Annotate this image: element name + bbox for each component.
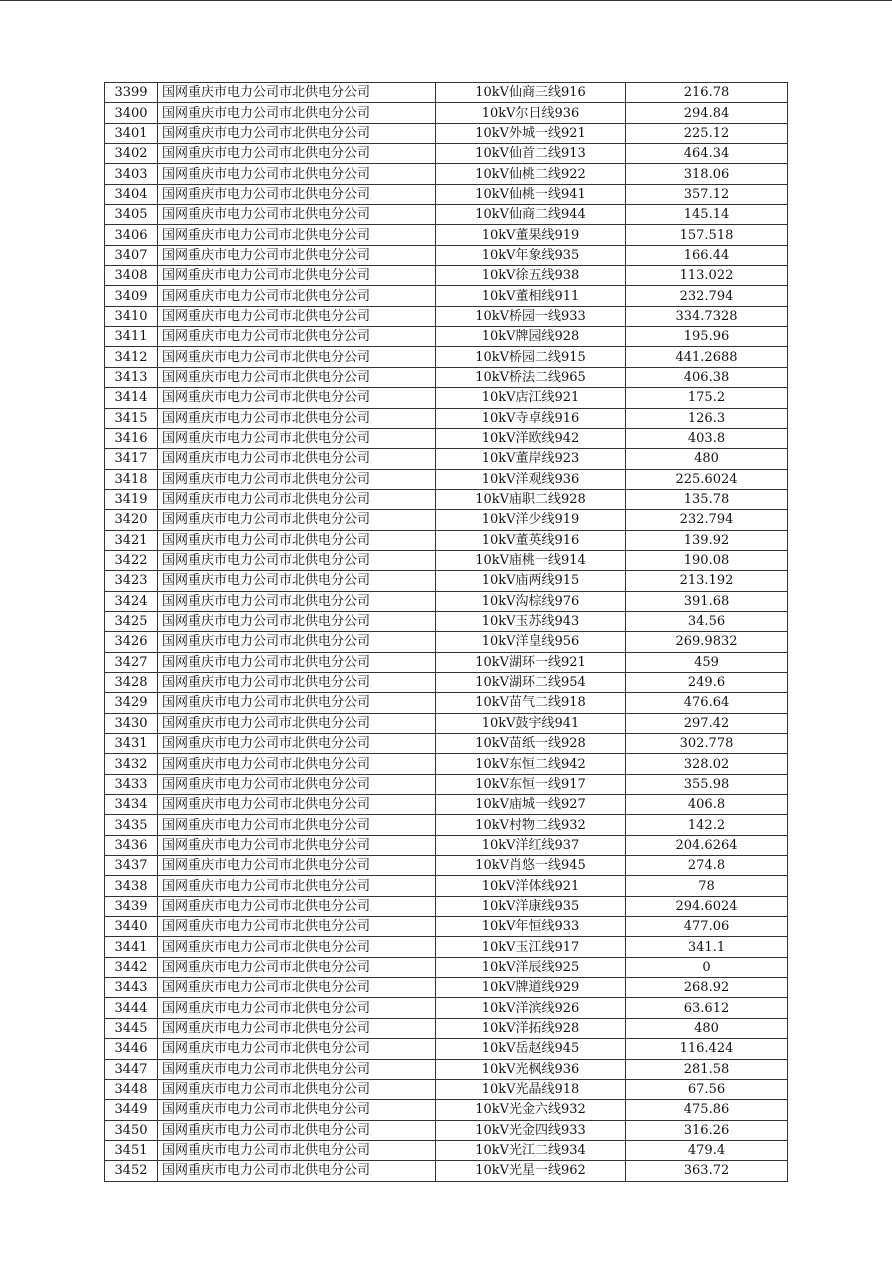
line-name-cell: 10kV董果线919: [436, 225, 626, 245]
row-number-cell: 3407: [105, 245, 158, 265]
table-row: [105, 388, 788, 408]
company-name-cell: 国网重庆市电力公司市北供电分公司: [158, 367, 436, 387]
row-number-cell: 3439: [105, 896, 158, 916]
table-row: [105, 896, 788, 916]
company-name-cell: 国网重庆市电力公司市北供电分公司: [158, 489, 436, 509]
row-number-cell: 3451: [105, 1140, 158, 1160]
value-cell: 78: [626, 876, 788, 896]
row-number-cell: 3449: [105, 1100, 158, 1120]
row-number-cell: 3434: [105, 795, 158, 815]
row-number-cell: 3406: [105, 225, 158, 245]
value-cell: 341.1: [626, 937, 788, 957]
line-name-cell: 10kV年象线935: [436, 245, 626, 265]
line-name-cell: 10kV玉江线917: [436, 937, 626, 957]
table-row: [105, 1140, 788, 1160]
table-row: [105, 835, 788, 855]
value-cell: 135.78: [626, 489, 788, 509]
line-name-cell: 10kV洋红线937: [436, 835, 626, 855]
value-cell: 459: [626, 652, 788, 672]
line-name-cell: 10kV沟棕线976: [436, 591, 626, 611]
row-number-cell: 3400: [105, 103, 158, 123]
company-name-cell: 国网重庆市电力公司市北供电分公司: [158, 306, 436, 326]
table-row: [105, 957, 788, 977]
value-cell: 357.12: [626, 184, 788, 204]
line-name-cell: 10kV仙商二线944: [436, 205, 626, 225]
table-row: [105, 1100, 788, 1120]
table-row: [105, 815, 788, 835]
value-cell: 116.424: [626, 1039, 788, 1059]
company-name-cell: 国网重庆市电力公司市北供电分公司: [158, 469, 436, 489]
row-number-cell: 3430: [105, 713, 158, 733]
table-row: [105, 632, 788, 652]
table-row: [105, 795, 788, 815]
value-cell: 479.4: [626, 1140, 788, 1160]
table-row: [105, 428, 788, 448]
table-row: [105, 937, 788, 957]
company-name-cell: 国网重庆市电力公司市北供电分公司: [158, 1120, 436, 1140]
value-cell: 476.64: [626, 693, 788, 713]
value-cell: 403.8: [626, 428, 788, 448]
line-name-cell: 10kV仙桃二线922: [436, 164, 626, 184]
row-number-cell: 3403: [105, 164, 158, 184]
value-cell: 113.022: [626, 266, 788, 286]
row-number-cell: 3452: [105, 1161, 158, 1181]
row-number-cell: 3399: [105, 83, 158, 103]
company-name-cell: 国网重庆市电力公司市北供电分公司: [158, 957, 436, 977]
company-name-cell: 国网重庆市电力公司市北供电分公司: [158, 896, 436, 916]
table-row: [105, 774, 788, 794]
line-name-cell: 10kV庙桃一线914: [436, 550, 626, 570]
row-number-cell: 3408: [105, 266, 158, 286]
table-row: [105, 1079, 788, 1099]
value-cell: 225.6024: [626, 469, 788, 489]
value-cell: 406.38: [626, 367, 788, 387]
line-name-cell: 10kV仙首二线913: [436, 144, 626, 164]
table-row: [105, 611, 788, 631]
company-name-cell: 国网重庆市电力公司市北供电分公司: [158, 1140, 436, 1160]
line-name-cell: 10kV洋体线921: [436, 876, 626, 896]
company-name-cell: 国网重庆市电力公司市北供电分公司: [158, 774, 436, 794]
table-row: [105, 103, 788, 123]
row-number-cell: 3417: [105, 449, 158, 469]
line-name-cell: 10kV桥园二线915: [436, 347, 626, 367]
company-name-cell: 国网重庆市电力公司市北供电分公司: [158, 876, 436, 896]
line-name-cell: 10kV岳赵线945: [436, 1039, 626, 1059]
company-name-cell: 国网重庆市电力公司市北供电分公司: [158, 917, 436, 937]
line-name-cell: 10kV村物二线932: [436, 815, 626, 835]
value-cell: 281.58: [626, 1059, 788, 1079]
table-row: [105, 734, 788, 754]
table-row: [105, 469, 788, 489]
row-number-cell: 3404: [105, 184, 158, 204]
line-name-cell: 10kV洋欧线942: [436, 428, 626, 448]
line-name-cell: 10kV苗气二线918: [436, 693, 626, 713]
line-name-cell: 10kV桥园一线933: [436, 306, 626, 326]
value-cell: 294.6024: [626, 896, 788, 916]
value-cell: 139.92: [626, 530, 788, 550]
company-name-cell: 国网重庆市电力公司市北供电分公司: [158, 123, 436, 143]
value-cell: 34.56: [626, 611, 788, 631]
value-cell: 406.8: [626, 795, 788, 815]
table-body: [105, 83, 788, 1182]
table-row: [105, 225, 788, 245]
company-name-cell: 国网重庆市电力公司市北供电分公司: [158, 144, 436, 164]
table-row: [105, 347, 788, 367]
value-cell: 145.14: [626, 205, 788, 225]
value-cell: 195.96: [626, 327, 788, 347]
table-row: [105, 652, 788, 672]
line-name-cell: 10kV仙桃一线941: [436, 184, 626, 204]
table-row: [105, 408, 788, 428]
value-cell: 0: [626, 957, 788, 977]
table-row: [105, 205, 788, 225]
table-row: [105, 489, 788, 509]
company-name-cell: 国网重庆市电力公司市北供电分公司: [158, 83, 436, 103]
line-name-cell: 10kV董相线911: [436, 286, 626, 306]
table-row: [105, 998, 788, 1018]
line-name-cell: 10kV庙两线915: [436, 571, 626, 591]
row-number-cell: 3436: [105, 835, 158, 855]
row-number-cell: 3409: [105, 286, 158, 306]
row-number-cell: 3442: [105, 957, 158, 977]
company-name-cell: 国网重庆市电力公司市北供电分公司: [158, 510, 436, 530]
table-row: [105, 184, 788, 204]
company-name-cell: 国网重庆市电力公司市北供电分公司: [158, 286, 436, 306]
company-name-cell: 国网重庆市电力公司市北供电分公司: [158, 530, 436, 550]
table-row: [105, 1039, 788, 1059]
line-name-cell: 10kV董英线916: [436, 530, 626, 550]
table-row: [105, 286, 788, 306]
line-name-cell: 10kV洋辰线925: [436, 957, 626, 977]
row-number-cell: 3422: [105, 550, 158, 570]
value-cell: 464.34: [626, 144, 788, 164]
row-number-cell: 3421: [105, 530, 158, 550]
company-name-cell: 国网重庆市电力公司市北供电分公司: [158, 388, 436, 408]
row-number-cell: 3426: [105, 632, 158, 652]
table-row: [105, 713, 788, 733]
row-number-cell: 3441: [105, 937, 158, 957]
table-row: [105, 591, 788, 611]
company-name-cell: 国网重庆市电力公司市北供电分公司: [158, 611, 436, 631]
line-name-cell: 10kV董岸线923: [436, 449, 626, 469]
row-number-cell: 3425: [105, 611, 158, 631]
row-number-cell: 3432: [105, 754, 158, 774]
company-name-cell: 国网重庆市电力公司市北供电分公司: [158, 245, 436, 265]
company-name-cell: 国网重庆市电力公司市北供电分公司: [158, 713, 436, 733]
company-name-cell: 国网重庆市电力公司市北供电分公司: [158, 1100, 436, 1120]
table-row: [105, 1120, 788, 1140]
line-name-cell: 10kV徐五线938: [436, 266, 626, 286]
value-cell: 213.192: [626, 571, 788, 591]
table-row: [105, 1161, 788, 1181]
value-cell: 268.92: [626, 978, 788, 998]
company-name-cell: 国网重庆市电力公司市北供电分公司: [158, 327, 436, 347]
company-name-cell: 国网重庆市电力公司市北供电分公司: [158, 672, 436, 692]
value-cell: 302.778: [626, 734, 788, 754]
line-name-cell: 10kV洋拓线928: [436, 1018, 626, 1038]
company-name-cell: 国网重庆市电力公司市北供电分公司: [158, 693, 436, 713]
company-name-cell: 国网重庆市电力公司市北供电分公司: [158, 1161, 436, 1181]
line-name-cell: 10kV湖环二线954: [436, 672, 626, 692]
line-name-cell: 10kV仙商三线916: [436, 83, 626, 103]
line-name-cell: 10kV店江线921: [436, 388, 626, 408]
row-number-cell: 3413: [105, 367, 158, 387]
value-cell: 63.612: [626, 998, 788, 1018]
value-cell: 480: [626, 1018, 788, 1038]
row-number-cell: 3411: [105, 327, 158, 347]
row-number-cell: 3433: [105, 774, 158, 794]
line-name-cell: 10kV牌园线928: [436, 327, 626, 347]
table-row: [105, 367, 788, 387]
row-number-cell: 3446: [105, 1039, 158, 1059]
line-name-cell: 10kV洋观线936: [436, 469, 626, 489]
row-number-cell: 3402: [105, 144, 158, 164]
row-number-cell: 3437: [105, 856, 158, 876]
table-row: [105, 571, 788, 591]
company-name-cell: 国网重庆市电力公司市北供电分公司: [158, 652, 436, 672]
row-number-cell: 3448: [105, 1079, 158, 1099]
company-name-cell: 国网重庆市电力公司市北供电分公司: [158, 1039, 436, 1059]
value-cell: 355.98: [626, 774, 788, 794]
table-row: [105, 1059, 788, 1079]
line-name-cell: 10kV洋康线935: [436, 896, 626, 916]
line-name-cell: 10kV洋滨线926: [436, 998, 626, 1018]
line-name-cell: 10kV光枫线936: [436, 1059, 626, 1079]
value-cell: 334.7328: [626, 306, 788, 326]
table-row: [105, 876, 788, 896]
table-row: [105, 449, 788, 469]
company-name-cell: 国网重庆市电力公司市北供电分公司: [158, 184, 436, 204]
company-name-cell: 国网重庆市电力公司市北供电分公司: [158, 795, 436, 815]
value-cell: 142.2: [626, 815, 788, 835]
table-row: [105, 83, 788, 103]
row-number-cell: 3435: [105, 815, 158, 835]
line-name-cell: 10kV肖悠一线945: [436, 856, 626, 876]
row-number-cell: 3440: [105, 917, 158, 937]
company-name-cell: 国网重庆市电力公司市北供电分公司: [158, 937, 436, 957]
value-cell: 232.794: [626, 510, 788, 530]
line-name-cell: 10kV光江二线934: [436, 1140, 626, 1160]
row-number-cell: 3444: [105, 998, 158, 1018]
row-number-cell: 3418: [105, 469, 158, 489]
value-cell: 328.02: [626, 754, 788, 774]
row-number-cell: 3443: [105, 978, 158, 998]
company-name-cell: 国网重庆市电力公司市北供电分公司: [158, 815, 436, 835]
company-name-cell: 国网重庆市电力公司市北供电分公司: [158, 1018, 436, 1038]
table-row: [105, 693, 788, 713]
value-cell: 477.06: [626, 917, 788, 937]
row-number-cell: 3420: [105, 510, 158, 530]
value-cell: 175.2: [626, 388, 788, 408]
value-cell: 204.6264: [626, 835, 788, 855]
row-number-cell: 3405: [105, 205, 158, 225]
row-number-cell: 3450: [105, 1120, 158, 1140]
line-name-cell: 10kV牌道线929: [436, 978, 626, 998]
row-number-cell: 3423: [105, 571, 158, 591]
line-name-cell: 10kV庙城一线927: [436, 795, 626, 815]
line-name-cell: 10kV寺卓线916: [436, 408, 626, 428]
row-number-cell: 3429: [105, 693, 158, 713]
value-cell: 190.08: [626, 550, 788, 570]
line-name-cell: 10kV洋皇线956: [436, 632, 626, 652]
line-name-cell: 10kV鼓宇线941: [436, 713, 626, 733]
row-number-cell: 3427: [105, 652, 158, 672]
table-row: [105, 754, 788, 774]
line-name-cell: 10kV湖环一线921: [436, 652, 626, 672]
line-name-cell: 10kV东恒二线942: [436, 754, 626, 774]
company-name-cell: 国网重庆市电力公司市北供电分公司: [158, 571, 436, 591]
row-number-cell: 3419: [105, 489, 158, 509]
value-cell: 126.3: [626, 408, 788, 428]
company-name-cell: 国网重庆市电力公司市北供电分公司: [158, 164, 436, 184]
value-cell: 480: [626, 449, 788, 469]
row-number-cell: 3412: [105, 347, 158, 367]
company-name-cell: 国网重庆市电力公司市北供电分公司: [158, 408, 436, 428]
table-row: [105, 917, 788, 937]
company-name-cell: 国网重庆市电力公司市北供电分公司: [158, 734, 436, 754]
line-name-cell: 10kV尔日线936: [436, 103, 626, 123]
row-number-cell: 3428: [105, 672, 158, 692]
value-cell: 225.12: [626, 123, 788, 143]
company-name-cell: 国网重庆市电力公司市北供电分公司: [158, 347, 436, 367]
row-number-cell: 3401: [105, 123, 158, 143]
value-cell: 363.72: [626, 1161, 788, 1181]
row-number-cell: 3410: [105, 306, 158, 326]
value-cell: 67.56: [626, 1079, 788, 1099]
table-row: [105, 164, 788, 184]
row-number-cell: 3416: [105, 428, 158, 448]
company-name-cell: 国网重庆市电力公司市北供电分公司: [158, 266, 436, 286]
value-cell: 391.68: [626, 591, 788, 611]
company-name-cell: 国网重庆市电力公司市北供电分公司: [158, 591, 436, 611]
table-row: [105, 306, 788, 326]
line-name-cell: 10kV桥法二线965: [436, 367, 626, 387]
company-name-cell: 国网重庆市电力公司市北供电分公司: [158, 550, 436, 570]
table-row: [105, 123, 788, 143]
table-row: [105, 245, 788, 265]
company-name-cell: 国网重庆市电力公司市北供电分公司: [158, 1079, 436, 1099]
table-row: [105, 266, 788, 286]
table-row: [105, 144, 788, 164]
value-cell: 249.6: [626, 672, 788, 692]
table-row: [105, 978, 788, 998]
line-name-cell: 10kV光金六线932: [436, 1100, 626, 1120]
row-number-cell: 3447: [105, 1059, 158, 1079]
table-row: [105, 530, 788, 550]
company-name-cell: 国网重庆市电力公司市北供电分公司: [158, 998, 436, 1018]
value-cell: 166.44: [626, 245, 788, 265]
table-row: [105, 510, 788, 530]
line-name-cell: 10kV光金四线933: [436, 1120, 626, 1140]
row-number-cell: 3415: [105, 408, 158, 428]
line-name-cell: 10kV年恒线933: [436, 917, 626, 937]
value-cell: 318.06: [626, 164, 788, 184]
value-cell: 157.518: [626, 225, 788, 245]
value-cell: 294.84: [626, 103, 788, 123]
company-name-cell: 国网重庆市电力公司市北供电分公司: [158, 1059, 436, 1079]
value-cell: 216.78: [626, 83, 788, 103]
line-name-cell: 10kV东恒一线917: [436, 774, 626, 794]
value-cell: 441.2688: [626, 347, 788, 367]
company-name-cell: 国网重庆市电力公司市北供电分公司: [158, 449, 436, 469]
company-name-cell: 国网重庆市电力公司市北供电分公司: [158, 978, 436, 998]
table-row: [105, 856, 788, 876]
line-name-cell: 10kV玉苏线943: [436, 611, 626, 631]
table-row: [105, 672, 788, 692]
value-cell: 297.42: [626, 713, 788, 733]
company-name-cell: 国网重庆市电力公司市北供电分公司: [158, 428, 436, 448]
value-cell: 316.26: [626, 1120, 788, 1140]
data-table: [104, 82, 788, 1182]
row-number-cell: 3431: [105, 734, 158, 754]
line-name-cell: 10kV洋少线919: [436, 510, 626, 530]
row-number-cell: 3414: [105, 388, 158, 408]
table-row: [105, 1018, 788, 1038]
value-cell: 232.794: [626, 286, 788, 306]
company-name-cell: 国网重庆市电力公司市北供电分公司: [158, 835, 436, 855]
row-number-cell: 3445: [105, 1018, 158, 1038]
line-name-cell: 10kV苗纸一线928: [436, 734, 626, 754]
company-name-cell: 国网重庆市电力公司市北供电分公司: [158, 225, 436, 245]
value-cell: 475.86: [626, 1100, 788, 1120]
row-number-cell: 3438: [105, 876, 158, 896]
line-name-cell: 10kV庙职二线928: [436, 489, 626, 509]
company-name-cell: 国网重庆市电力公司市北供电分公司: [158, 754, 436, 774]
line-name-cell: 10kV光晶线918: [436, 1079, 626, 1099]
table-row: [105, 327, 788, 347]
company-name-cell: 国网重庆市电力公司市北供电分公司: [158, 856, 436, 876]
value-cell: 274.8: [626, 856, 788, 876]
table-row: [105, 550, 788, 570]
line-name-cell: 10kV外城一线921: [436, 123, 626, 143]
company-name-cell: 国网重庆市电力公司市北供电分公司: [158, 205, 436, 225]
row-number-cell: 3424: [105, 591, 158, 611]
company-name-cell: 国网重庆市电力公司市北供电分公司: [158, 632, 436, 652]
value-cell: 269.9832: [626, 632, 788, 652]
line-name-cell: 10kV光星一线962: [436, 1161, 626, 1181]
company-name-cell: 国网重庆市电力公司市北供电分公司: [158, 103, 436, 123]
